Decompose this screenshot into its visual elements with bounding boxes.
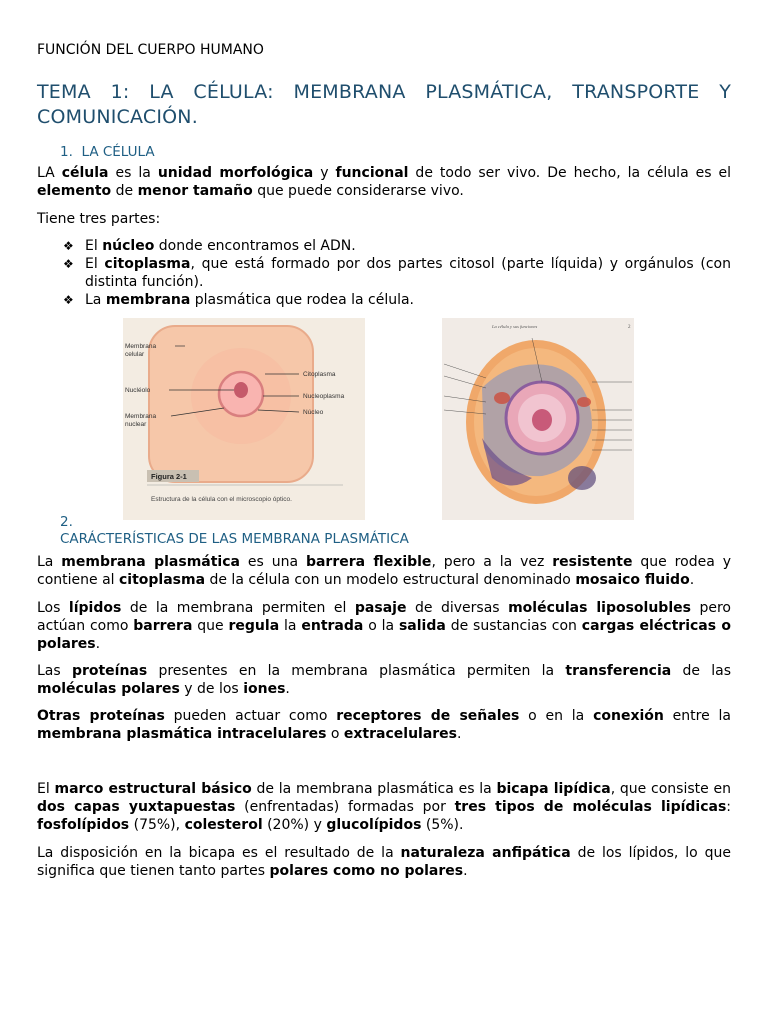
list-item: ❖ El núcleo donde encontramos el ADN. — [63, 238, 356, 254]
section-title: LA CÉLULA — [81, 144, 155, 160]
paragraph-lipids: Los lípidos de la membrana permiten el pasaje de diversas moléculas liposolubles pero actúan como barrera que regula la entrada o la salida de sustancias con cargas eléctricas o polares. — [37, 600, 731, 652]
section-title: CARÁCTERÍSTICAS DE LAS MEMBRANA PLASMÁTICA — [60, 531, 409, 547]
svg-text:celular: celular — [125, 351, 145, 358]
label-nucleo: Núcleo — [303, 409, 324, 416]
paragraph-amphipathic: La disposición en la bicapa es el resultado de la naturaleza anfipática de los lípidos, lo que significa que tienen tanto partes polares como no polares. — [37, 845, 731, 879]
figure-header: La célula y sus funciones — [492, 324, 538, 329]
label-nucleolo: Nucléolo — [125, 387, 151, 394]
diamond-bullet-icon: ❖ — [63, 293, 74, 307]
paragraph-lipid-bilayer: El marco estructural básico de la membrana plasmática es la bicapa lipídica, que consiste en dos capas yuxtapuestas (enfrentadas) formadas por tres tipos de moléculas lipídicas: fosfolípidos (75%), colesterol (20%) y glucolípidos (5%). — [37, 781, 732, 833]
label-nucleoplasma: Nucleoplasma — [303, 393, 345, 400]
section-heading-2 — [60, 514, 409, 548]
document-header: FUNCIÓN DEL CUERPO HUMANO — [37, 42, 264, 58]
document-title: TEMA 1: LA CÉLULA: MEMBRANA PLASMÁTICA, TRANSPORTE Y COMUNICACIÓN. — [37, 81, 731, 128]
figure-caption-text: Estructura de la célula con el microscopio óptico. — [151, 496, 292, 503]
section-number: 1. — [60, 144, 73, 160]
cell-parts-list — [60, 237, 731, 309]
list-item: ❖ El citoplasma, que está formado por dos partes citosol (parte líquida) y orgánulos (con distinta función). — [63, 256, 731, 290]
diamond-bullet-icon: ❖ — [63, 239, 74, 253]
figure-cell-electron-microscope — [442, 318, 634, 520]
section-number: 2. — [60, 514, 73, 530]
paragraph-cell-definition: LA célula es la unidad morfológica y funcional de todo ser vivo. De hecho, la célula es el elemento de menor tamaño que puede considerarse vivo. — [37, 165, 732, 199]
label-membrana-nuclear: Membrana — [125, 413, 157, 420]
diamond-bullet-icon: ❖ — [63, 257, 74, 271]
svg-text:nuclear: nuclear — [125, 421, 147, 428]
label-citoplasma: Citoplasma — [303, 371, 336, 378]
paragraph-proteins: Las proteínas presentes en la membrana plasmática permiten la transferencia de las moléculas polares y de los iones. — [37, 663, 732, 697]
paragraph-three-parts: Tiene tres partes: — [37, 211, 161, 227]
section-heading-1 — [60, 144, 155, 160]
label-membrana-celular: Membrana — [125, 343, 157, 350]
figure-caption-label: Figura 2-1 — [151, 472, 187, 481]
paragraph-membrane-definition: La membrana plasmática es una barrera flexible, pero a la vez resistente que rodea y contiene al citoplasma de la célula con un modelo estructural denominado mosaico fluido. — [37, 554, 731, 588]
list-item: ❖ La membrana plasmática que rodea la célula. — [63, 292, 415, 308]
figure-cell-light-microscope — [123, 318, 365, 520]
paragraph-other-proteins: Otras proteínas pueden actuar como receptores de señales o en la conexión entre la membrana plasmática intracelulares o extracelulares. — [37, 708, 731, 742]
figure-page-number: 2 — [628, 325, 631, 330]
